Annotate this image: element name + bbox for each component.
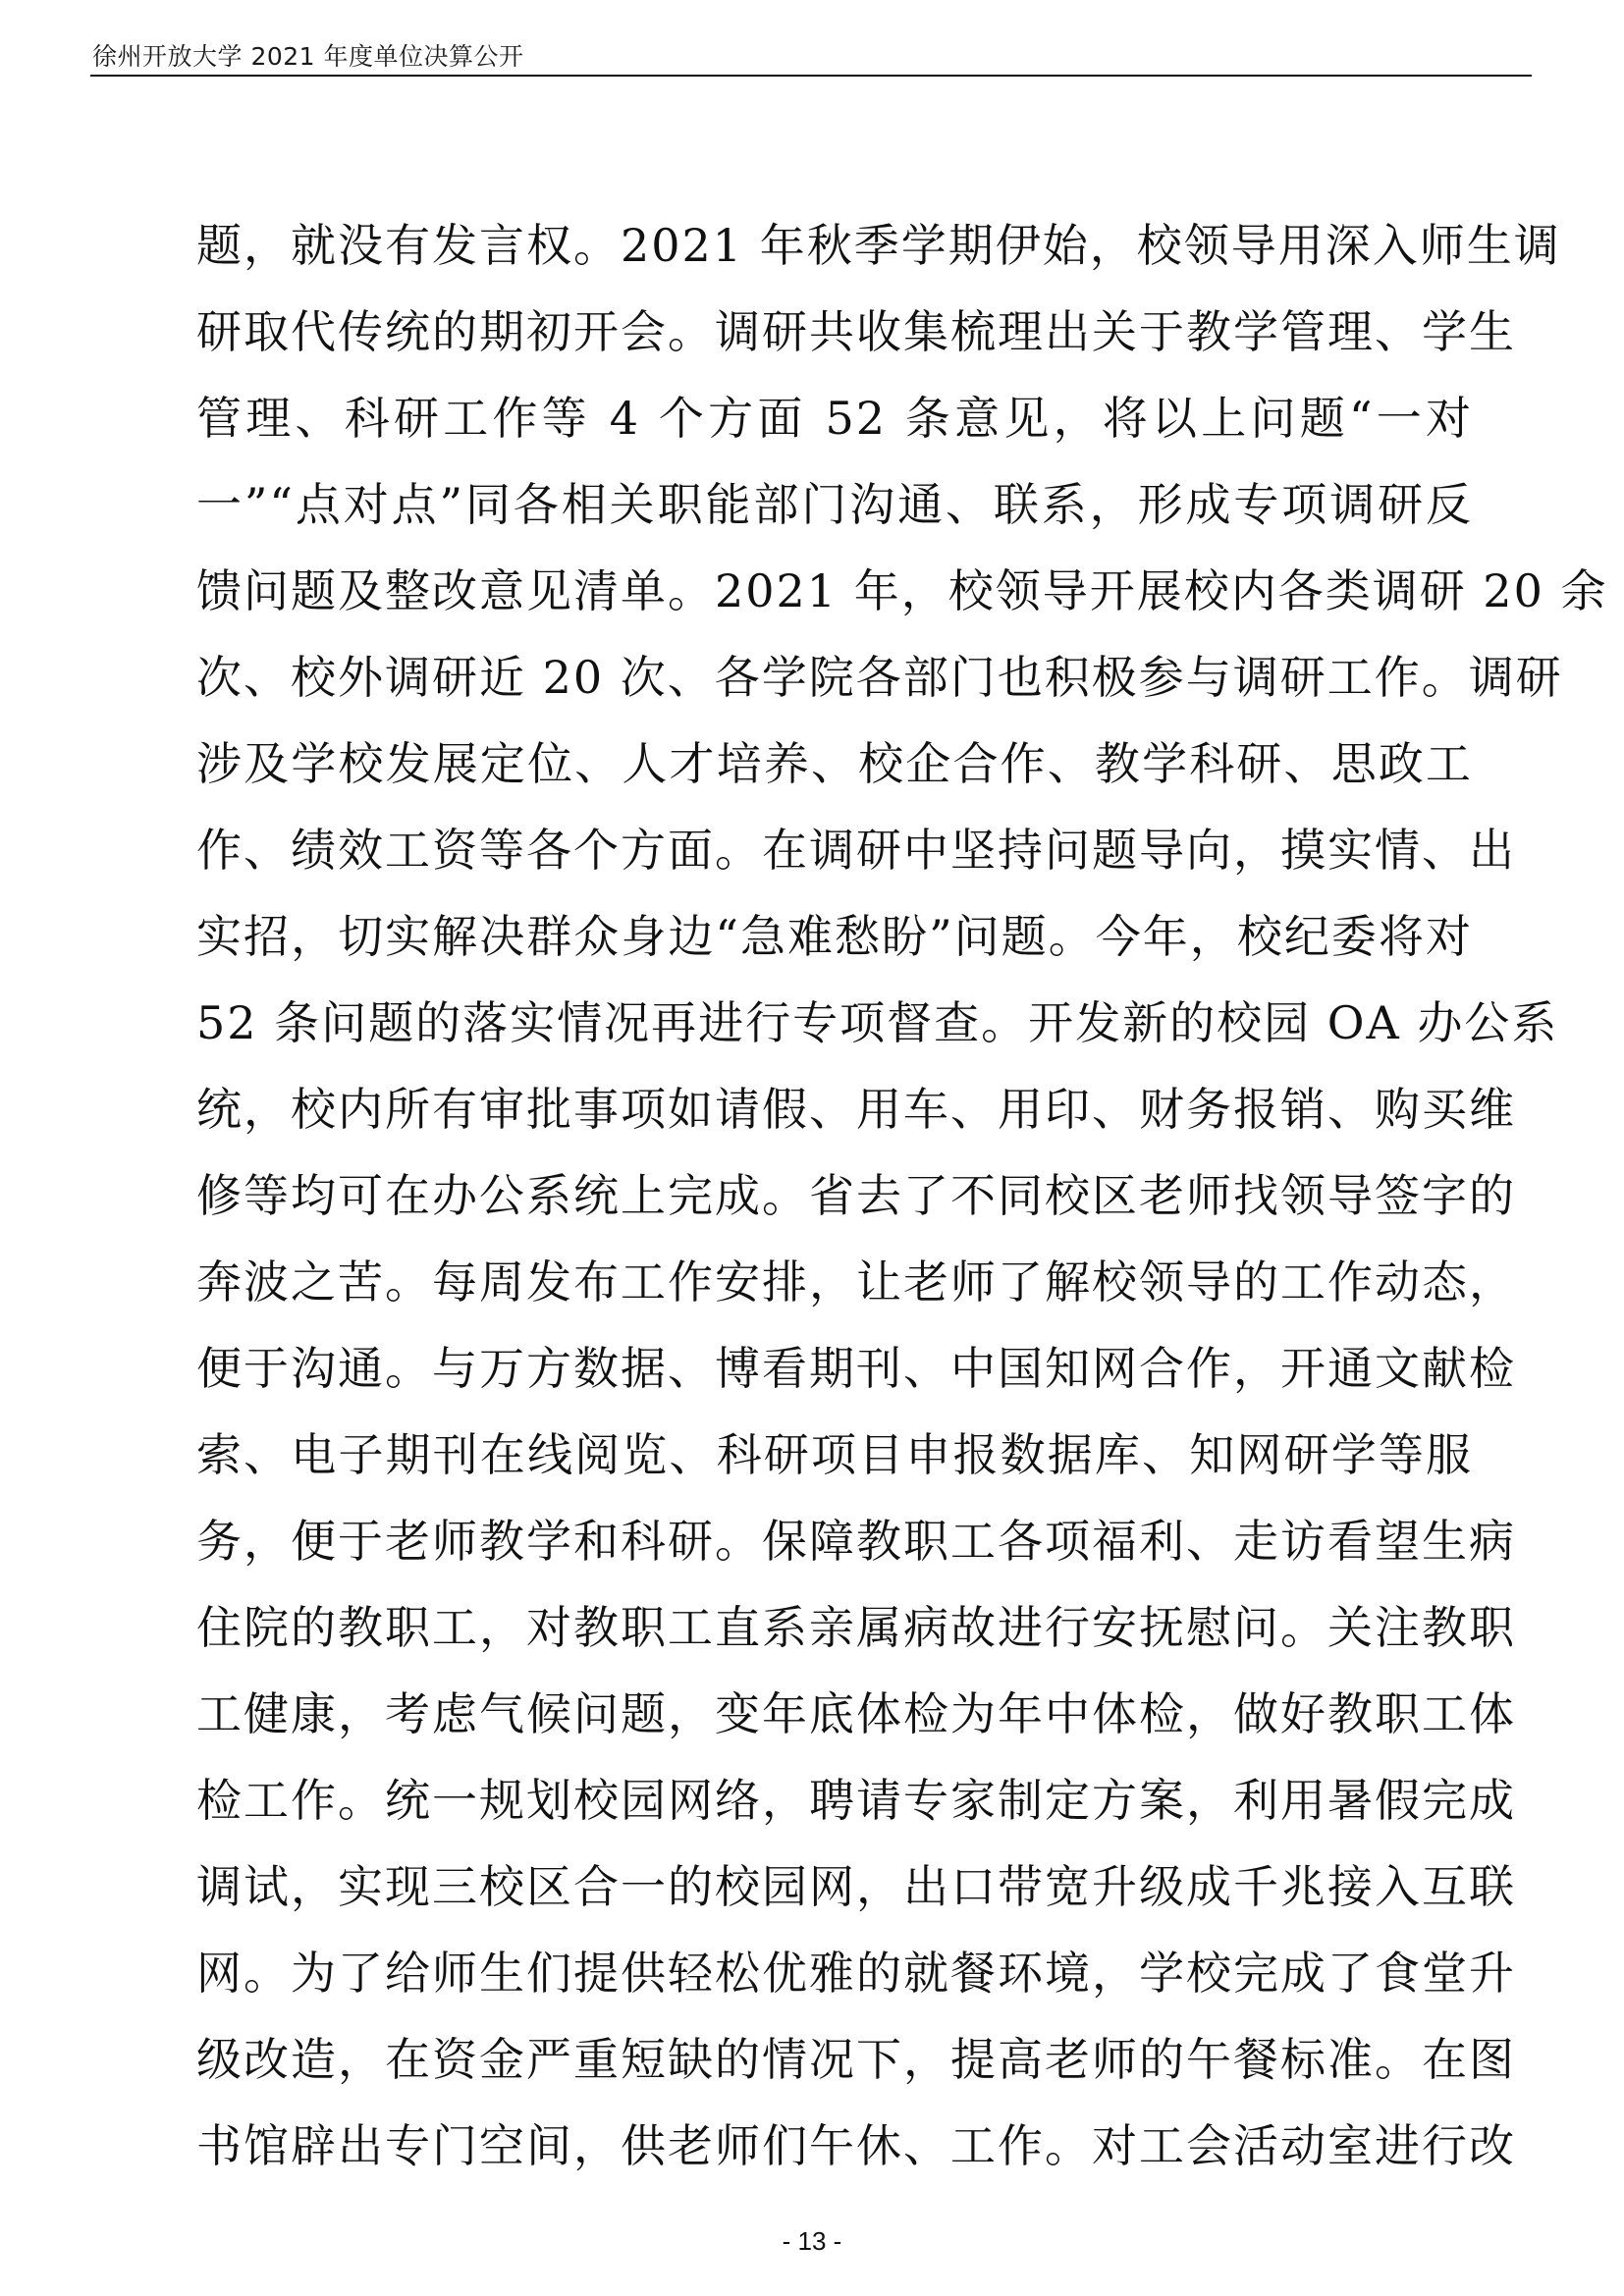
page-number: - 13 - xyxy=(782,2226,842,2256)
text-line: 奔波之苦。每周发布工作安排，让老师了解校领导的工作动态， xyxy=(196,1255,1516,1308)
document-title: 徐州开放大学 2021 年度单位决算公开 xyxy=(92,42,524,71)
text-line: 网。为了给师生们提供轻松优雅的就餐环境，学校完成了食堂升 xyxy=(196,1947,1516,2000)
text-line: 书馆辟出专门空间，供老师们午休、工作。对工会活动室进行改 xyxy=(196,2119,1516,2172)
text-line: 务，便于老师教学和科研。保障教职工各项福利、走访看望生病 xyxy=(196,1515,1516,1568)
text-line: 次、校外调研近 20 次、各学院各部门也积极参与调研工作。调研 xyxy=(196,651,1563,704)
text-line: 研取代传统的期初开会。调研共收集梳理出关于教学管理、学生 xyxy=(196,305,1516,358)
text-line: 管理、科研工作等 4 个方面 52 条意见，将以上问题“一对 xyxy=(196,392,1473,445)
text-line: 作、绩效工资等各个方面。在调研中坚持问题导向，摸实情、出 xyxy=(196,824,1516,877)
text-line: 级改造，在资金严重短缺的情况下，提高老师的午餐标准。在图 xyxy=(196,2033,1516,2086)
body-paragraph xyxy=(196,208,1608,2195)
text-line: 一”“点对点”同各相关职能部门沟通、联系，形成专项调研反 xyxy=(196,478,1473,531)
text-line: 住院的教职工，对教职工直系亲属病故进行安抚慰问。关注教职 xyxy=(196,1601,1516,1654)
text-line: 实招，切实解决群众身边“急难愁盼”问题。今年，校纪委将对 xyxy=(196,910,1473,963)
text-line: 52 条问题的落实情况再进行专项督查。开发新的校园 OA 办公系 xyxy=(196,996,1559,1049)
text-line: 统，校内所有审批事项如请假、用车、用印、财务报销、购买维 xyxy=(196,1083,1516,1136)
page-header xyxy=(90,31,1532,77)
text-line: 便于沟通。与万方数据、博看期刊、中国知网合作，开通文献检 xyxy=(196,1342,1516,1395)
text-line: 索、电子期刊在线阅览、科研项目申报数据库、知网研学等服 xyxy=(196,1428,1473,1481)
text-line: 涉及学校发展定位、人才培养、校企合作、教学科研、思政工 xyxy=(196,737,1473,790)
text-line: 题，就没有发言权。2021 年秋季学期伊始，校领导用深入师生调 xyxy=(196,219,1561,272)
text-line: 工健康，考虑气候问题，变年底体检为年中体检，做好教职工体 xyxy=(196,1687,1516,1740)
text-line: 调试，实现三校区合一的校园网，出口带宽升级成千兆接入互联 xyxy=(196,1860,1516,1913)
text-line: 修等均可在办公系统上完成。省去了不同校区老师找领导签字的 xyxy=(196,1169,1516,1222)
text-line: 检工作。统一规划校园网络，聘请专家制定方案，利用暑假完成 xyxy=(196,1774,1516,1827)
text-line: 馈问题及整改意见清单。2021 年，校领导开展校内各类调研 20 余 xyxy=(196,564,1608,617)
